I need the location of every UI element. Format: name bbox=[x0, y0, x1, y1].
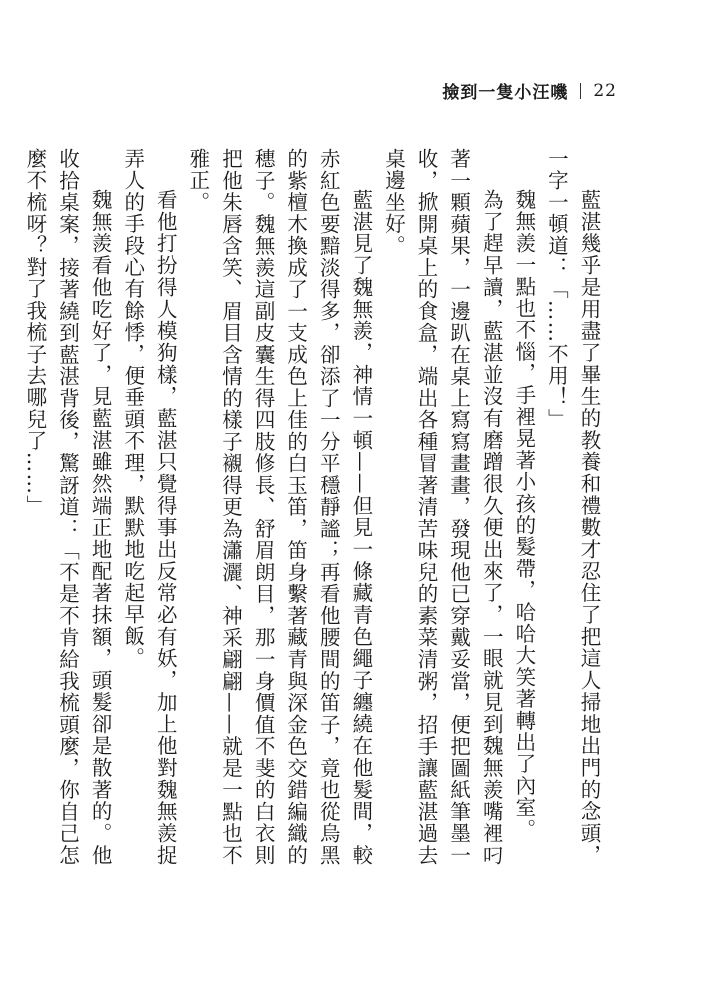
paragraph: 為了趕早讀，藍湛並沒有磨蹭很久便出來了，一眼就見到魏無羨嘴裡叼著一顆蘋果，一邊趴在桌上寫寫畫畫，發現他已穿戴妥當，便把圖紙筆墨一收，掀開桌上的食盒，端出各種冒著清苦味兒的素菜清粥，招手讓藍湛過去桌邊坐好。 bbox=[381, 148, 504, 866]
page-body bbox=[18, 148, 605, 866]
header-divider bbox=[580, 83, 581, 99]
paragraph: 看他打扮得人模狗樣，藍湛只覺得事出反常必有妖，加上他對魏無羨捉弄人的手段心有餘悸，便垂頭不理，默默地吃起早飯。 bbox=[120, 148, 178, 866]
paragraph: 魏無羨看他吃好了，見藍湛雖然端正地配著抹額，頭髮卻是散著的。他收拾桌案，接著繞到藍湛背後，驚訝道：「不是不肯給我梳頭麼，你自己怎麼不梳呀？對了我梳子去哪兒了……」 bbox=[22, 148, 113, 866]
running-header bbox=[442, 78, 617, 103]
page-number: 22 bbox=[593, 80, 617, 101]
paragraph: 魏無羨一點也不惱，手裡晃著小孩的髮帶，哈哈大笑著轉出了內室。 bbox=[511, 189, 536, 840]
paragraph: 藍湛幾乎是用盡了畢生的教養和禮數才忍住了把這人掃地出門的念頭，一字一頓道：「……不用！」 bbox=[544, 148, 601, 866]
book-title: 撿到一隻小汪嘰 bbox=[442, 83, 569, 103]
paragraph: 藍湛見了魏無羨，神情一頓——但見一條藏青色繩子纏繞在他髮間，較赤紅色要黯淡得多，卻添了一分平穩靜謐；再看他腰間的笛子，竟也從烏黑的紫檀木換成了一支成色上佳的白玉笛，笛身繫著藏青與深金色交錯編織的穗子。魏無羨這副皮囊生得四肢修長、舒眉朗目，那一身價值不斐的白衣則把他朱唇含笑、眉目含情的樣子襯得更為瀟灑、神采翩翩——就是一點也不雅正。 bbox=[185, 148, 373, 866]
